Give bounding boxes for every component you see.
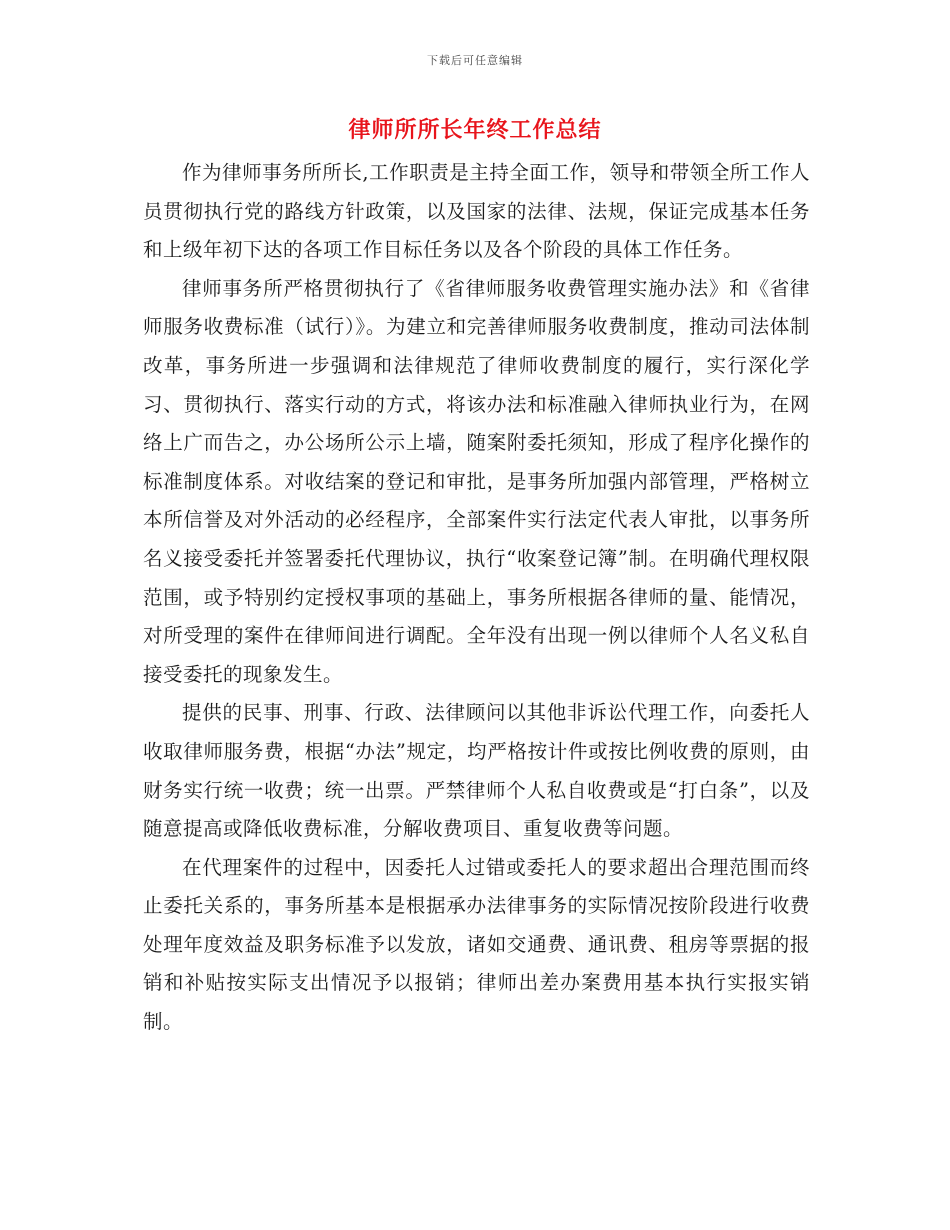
paragraph: 律师事务所严格贯彻执行了《省律师服务收费管理实施办法》和《省律师服务收费标准（试行）》。为建立和完善律师服务收费制度，推动司法体制改革，事务所进一步强调和法律规范了律师收费制度的履行，实行深化学习、贯彻执行、落实行动的方式，将该办法和标准融入律师执业行为，在网络上广而告之，办公场所公示上墙，随案附委托须知，形成了程序化操作的标准制度体系。对收结案的登记和审批，是事务所加强内部管理，严格树立本所信誉及对外活动的必经程序，全部案件实行法定代表人审批，以事务所名义接受委托并签署委托代理协议，执行“收案登记簿”制。在明确代理权限范围，或予特别约定授权事项的基础上，事务所根据各律师的量、能情况，对所受理的案件在律师间进行调配。全年没有出现一例以律师个人名义私自接受委托的现象发生。	[143, 276, 810, 686]
header-note: 下载后可任意编辑	[427, 54, 523, 67]
paragraph: 作为律师事务所所长,工作职责是主持全面工作，领导和带领全所工作人员贯彻执行党的路线方针政策，以及国家的法律、法规，保证完成基本任务和上级年初下达的各项工作目标任务以及各个阶段的具体工作任务。	[143, 161, 810, 262]
paragraph: 在代理案件的过程中，因委托人过错或委托人的要求超出合理范围而终止委托关系的，事务所基本是根据承办法律事务的实际情况按阶段进行收费处理年度效益及职务标准予以发放，诸如交通费、通讯费、租房等票据的报销和补贴按实际支出情况予以报销；律师出差办案费用基本执行实报实销制。	[143, 855, 810, 1034]
document-title: 律师所所长年终工作总结	[348, 118, 602, 143]
document-body	[143, 154, 810, 1042]
paragraph: 提供的民事、刑事、行政、法律顾问以其他非诉讼代理工作，向委托人收取律师服务费，根据“办法”规定，均严格按计件或按比例收费的原则，由财务实行统一收费；统一出票。严禁律师个人私自收费或是“打白条”，以及随意提高或降低收费标准，分解收费项目、重复收费等问题。	[143, 701, 810, 841]
